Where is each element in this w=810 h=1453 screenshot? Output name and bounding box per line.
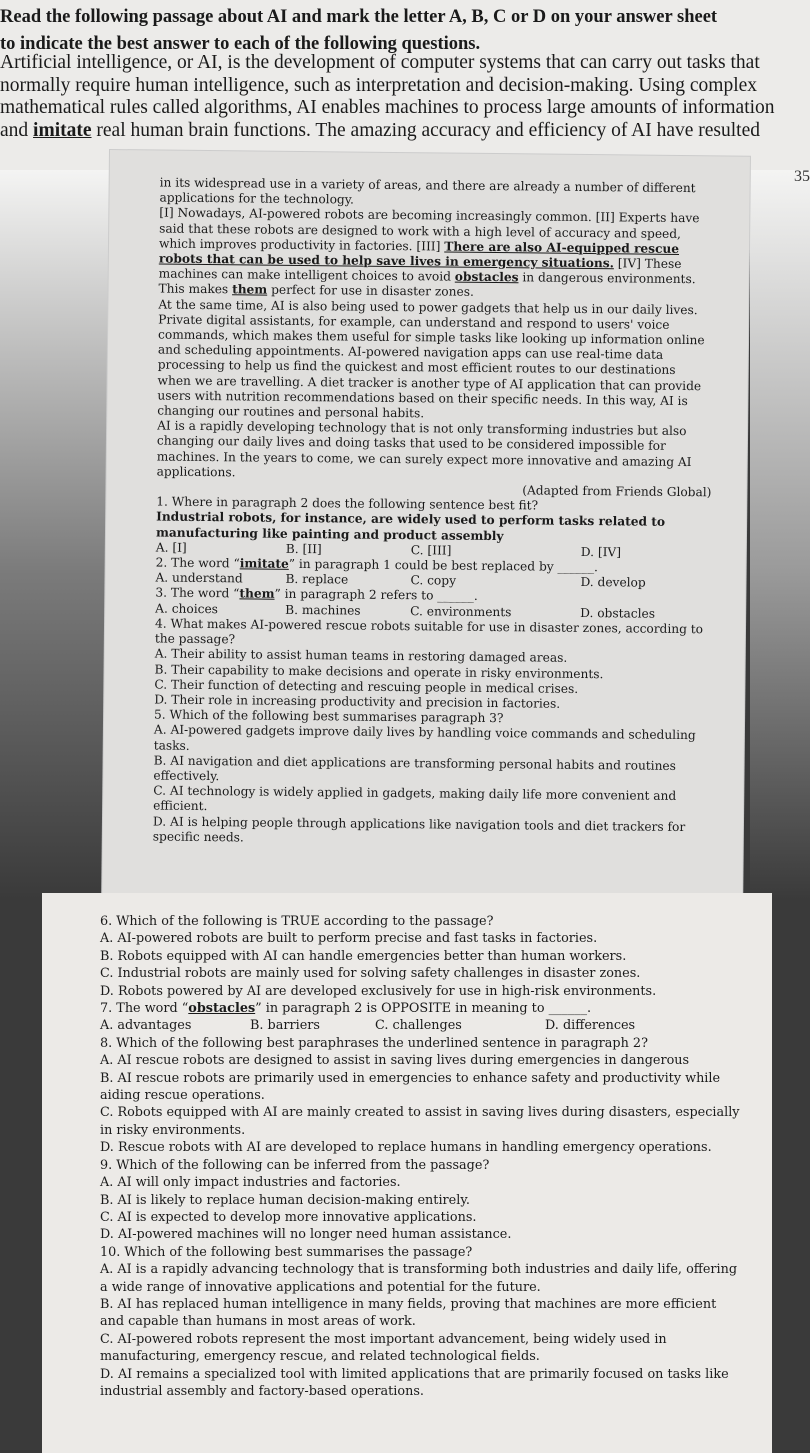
option: B. Their capability to make decisions and operate in risky environments. [154, 661, 604, 681]
question-1: 1. Where in paragraph 2 does the following sentence best fit? [156, 494, 539, 513]
option: B. AI navigation and diet applications are transforming personal habits and routines effectively. [153, 753, 677, 784]
question-8: 8. Which of the following best paraphrases the underlined sentence in paragraph 2? [100, 1035, 648, 1051]
instruction-line-2: to indicate the best answer to each of the following questions. [0, 34, 481, 54]
intro-paragraph [0, 52, 810, 142]
option: D. [IV] [580, 544, 622, 560]
option: C. [III] [410, 543, 452, 558]
obstacles-word: obstacles [454, 269, 519, 285]
option: B. AI rescue robots are primarily used in emergencies to enhance safety and productivity while aiding rescue operations. [100, 1070, 721, 1104]
question-7-options [100, 1017, 740, 1034]
option: B. machines [285, 602, 361, 618]
option: B. replace [285, 572, 349, 587]
paragraph-4: AI is a rapidly developing technology that is not only transforming industries but also changing our daily lives and doing tasks that used to be considered impossible for machines. In the years to come, we can surely expect more innovative and amazing AI applications. [156, 418, 692, 480]
question-7 [100, 1000, 740, 1017]
background-shade [0, 170, 110, 900]
option: C. AI-powered robots represent the most important advancement, being widely used in manufacturing, emergency rescue, and related technological fields. [100, 1331, 667, 1365]
top-section [0, 0, 810, 170]
intro-line: normally require human intelligence, such as interpretation and decision-making. Using complex [0, 74, 758, 96]
text: ” in paragraph 1 could be best replaced by ______. [288, 556, 599, 575]
option: C. AI is expected to develop more innovative applications. [100, 1209, 477, 1225]
them-word: them [232, 282, 268, 298]
option: A. AI-powered gadgets improve daily lives by handling voice commands and scheduling tasks. [153, 722, 696, 753]
questions-photo [42, 893, 772, 1453]
text: ” in paragraph 2 refers to ______. [274, 587, 478, 604]
option: D. obstacles [580, 605, 656, 621]
option: B. [II] [285, 541, 322, 557]
text: ” in paragraph 2 is OPPOSITE in meaning to ______. [255, 1001, 592, 1017]
text: [I] Nowadays, AI-powered robots are becoming increasingly common. [II] Experts have said that these robots are designed to work with a high level of accuracy and speed, which improves productivity in factories. [III] [158, 205, 700, 254]
background-shade [750, 170, 810, 900]
option: B. barriers [250, 1018, 320, 1034]
option: A. [I] [155, 540, 187, 555]
instruction-heading [0, 4, 810, 58]
passage-photo [102, 150, 750, 907]
instruction-line-1: Read the following passage about AI and mark the letter A, B, C or D on your answer sheet [0, 7, 718, 27]
keyword: them [239, 586, 275, 602]
option: D. Their role in increasing productivity and precision in factories. [154, 692, 561, 711]
option: C. challenges [375, 1018, 462, 1034]
question-9: 9. Which of the following can be inferred from the passage? [100, 1157, 490, 1173]
intro-line: mathematical rules called algorithms, AI enables machines to process large amounts of information [0, 97, 775, 118]
underlined-sentence: There are also AI-equipped rescue robots that can be used to help save lives in emergency situations. [158, 239, 680, 271]
question-6: 6. Which of the following is TRUE according to the passage? [100, 914, 494, 929]
option: B. AI has replaced human intelligence in many fields, proving that machines are more efficient and capable than humans in most areas of work. [100, 1296, 717, 1330]
option: D. AI-powered machines will no longer need human assistance. [100, 1227, 512, 1243]
option: C. Industrial robots are mainly used for solving safety challenges in disaster zones. [100, 966, 641, 982]
text: 3. The word “ [155, 585, 240, 601]
question-4: 4. What makes AI-powered rescue robots suitable for use in disaster zones, according to the passage? [154, 616, 704, 647]
option: D. Robots powered by AI are developed exclusively for use in high-risk environments. [100, 983, 657, 999]
option: C. Robots equipped with AI are mainly created to assist in saving lives during disasters, especially in risky environments. [100, 1105, 740, 1138]
intro-line: real human brain functions. The amazing accuracy and efficiency of AI have resulted [91, 119, 761, 141]
text: in dangerous environments. This makes [158, 270, 696, 297]
keyword: obstacles [188, 1001, 256, 1017]
option: A. Their ability to assist human teams in restoring damaged areas. [154, 646, 568, 666]
imitate-word: imitate [33, 119, 92, 141]
option: D. differences [545, 1018, 636, 1034]
option: C. Their function of detecting and rescuing people in medical crises. [154, 677, 579, 696]
option: A. AI will only impact industries and factories. [100, 1175, 401, 1191]
text: 7. The word “ [100, 1001, 189, 1017]
option: A. understand [155, 570, 243, 586]
option: B. AI is likely to replace human decision-making entirely. [100, 1192, 470, 1208]
text: perfect for use in disaster zones. [267, 283, 474, 300]
option: A. choices [155, 601, 219, 616]
option: D. Rescue robots with AI are developed to replace humans in handling emergency operations. [100, 1140, 712, 1156]
option: C. environments [410, 603, 512, 619]
text: 2. The word “ [155, 555, 240, 571]
question-5: 5. Which of the following best summarises paragraph 3? [154, 707, 504, 726]
intro-line: and [0, 119, 34, 141]
option: A. AI-powered robots are built to perform precise and fast tasks in factories. [100, 931, 598, 947]
source-credit: (Adapted from Friends Global) [522, 483, 712, 500]
paragraph-2 [158, 206, 714, 303]
intro-line: Artificial intelligence, or AI, is the development of computer systems that can carry out tasks that [0, 52, 760, 73]
option: B. Robots equipped with AI can handle emergencies better than human workers. [100, 948, 627, 964]
page-number: 35 [794, 168, 810, 185]
paragraph-1-continued: in its widespread use in a variety of areas, and there are already a number of different applications for the technology. [159, 175, 696, 207]
keyword: imitate [239, 556, 289, 571]
option: D. AI remains a specialized tool with limited applications that are primarily focused on tasks like industrial assembly and factory-based operations. [100, 1366, 729, 1399]
option: D. develop [580, 575, 646, 590]
option: A. advantages [100, 1018, 192, 1034]
option: A. AI is a rapidly advancing technology that is transforming both industries and daily life, offering a wide range of innovative applications and potential for the future. [100, 1262, 738, 1295]
option: D. AI is helping people through applications like navigation tools and diet trackers for specific needs. [152, 814, 686, 845]
text: [IV] These machines can make intelligent choices to avoid [158, 256, 682, 284]
paragraph-3: At the same time, AI is also being used to power gadgets that help us in our daily lives. Private digital assistants, for example, can understand and respond to users' voice commands, which makes them useful for simple tasks like looking up information online and scheduling appointments. AI-powered navigation apps can use real-time data processing to help us find the quickest and most efficient routes to our destinations when we are travelling. A diet tracker is another type of AI application that can provide users with nutrition recommendations based on their specific needs. In this way, AI is changing our routines and personal habits. [157, 297, 705, 421]
option: C. copy [410, 573, 457, 588]
option: A. AI rescue robots are designed to assist in saving lives during emergencies in dangerous [100, 1053, 690, 1069]
option: C. AI technology is widely applied in gadgets, making daily life more convenient and efficient. [153, 783, 677, 814]
question-1-sentence: Industrial robots, for instance, are widely used to perform tasks related to manufacturing like painting and product assembly [155, 509, 666, 543]
question-10: 10. Which of the following best summarises the passage? [100, 1244, 473, 1260]
